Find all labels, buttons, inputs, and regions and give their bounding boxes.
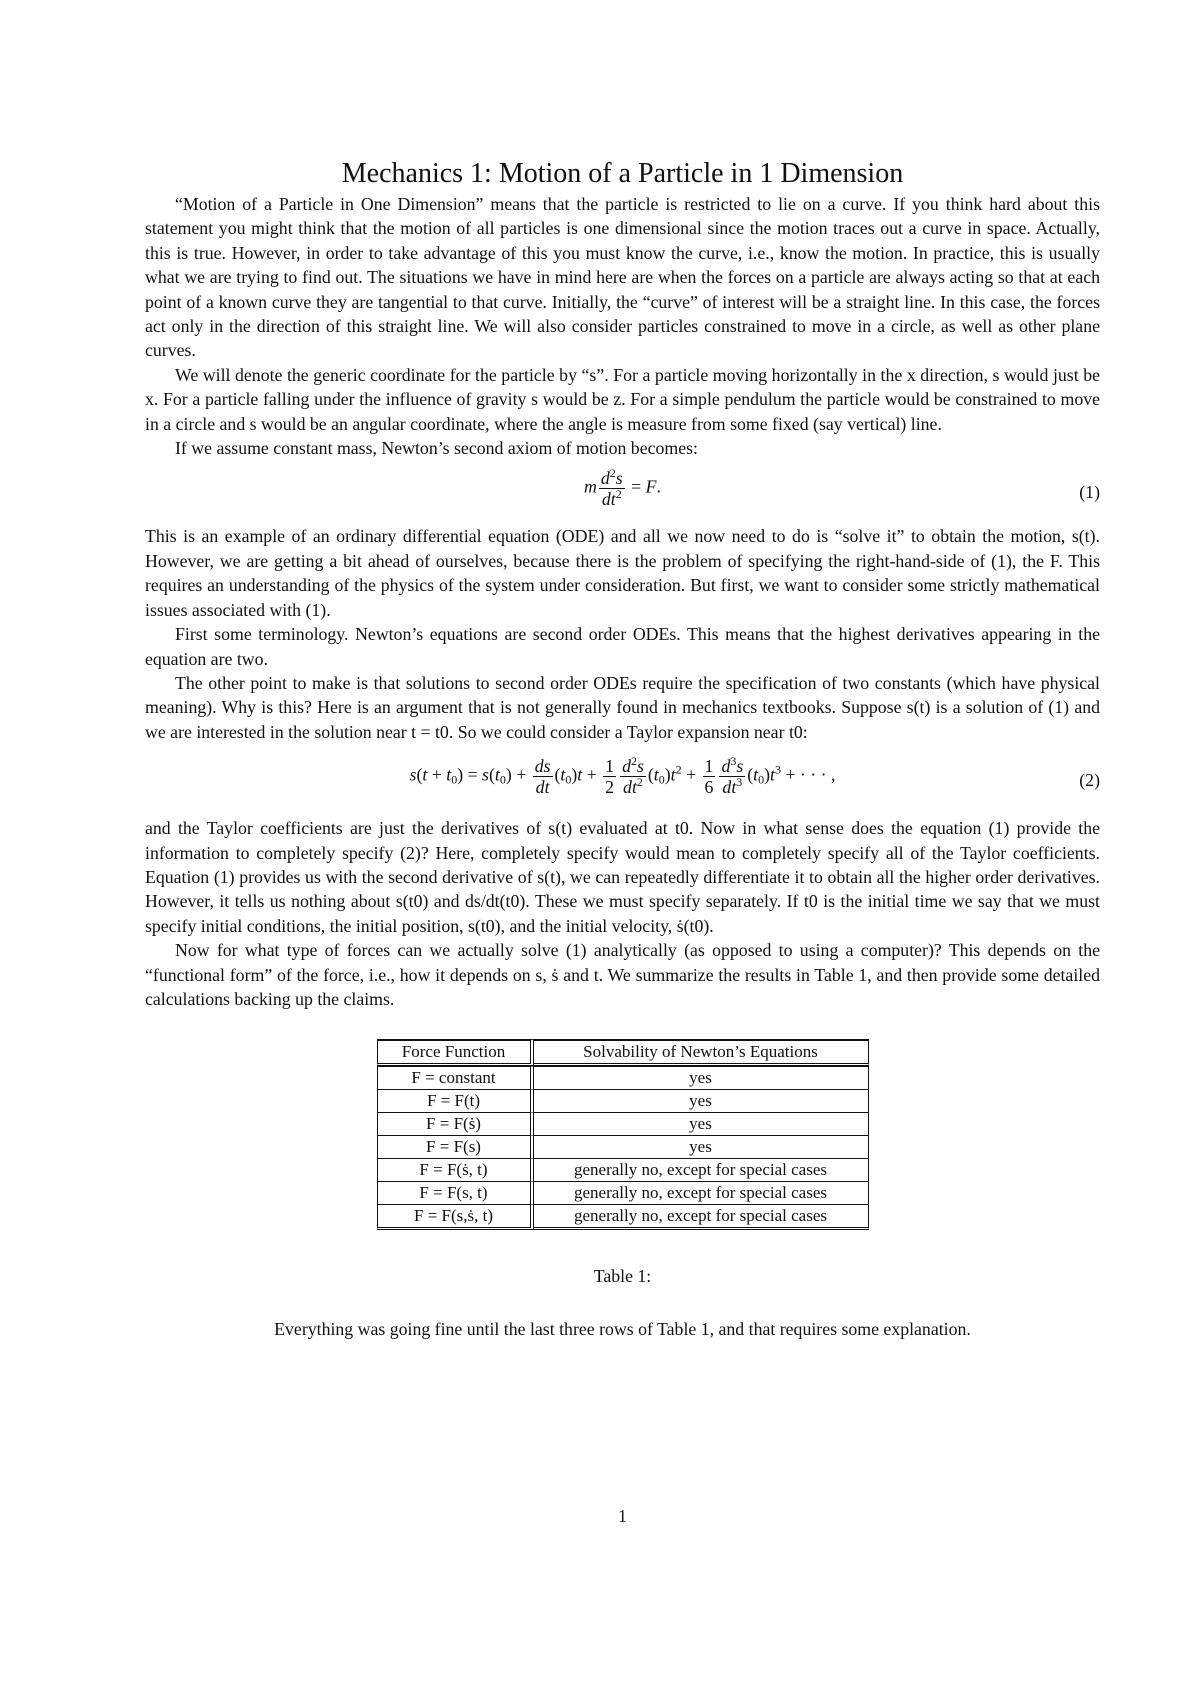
table-header-row bbox=[377, 1039, 869, 1066]
page-number: 1 bbox=[618, 1506, 627, 1526]
table-cell-force: F = F(s,ṡ, t) bbox=[377, 1204, 534, 1230]
table-row bbox=[377, 1204, 869, 1230]
paragraph-ode: This is an example of an ordinary differential equation (ODE) and all we now need to do is “solve it” to obtain the motion, s(t). However, we are getting a bit ahead of ourselves, because there is the problem of specifying the right-hand-side of (1), the F. This requires an understanding of the physics of the system under consideration. But first, we want to consider some strictly mathematical issues associated with (1). bbox=[145, 526, 1100, 620]
document-body bbox=[145, 192, 1100, 1341]
table-row bbox=[377, 1158, 869, 1181]
force-table bbox=[377, 1039, 869, 1230]
table-cell-solvability: generally no, except for special cases bbox=[534, 1181, 869, 1204]
paragraph-forces: Now for what type of forces can we actually solve (1) analytically (as opposed to using a computer)? This depends on the “functional form” of the force, i.e., how it depends on s, ṡ and t. We summarize the results in Table 1, and then provide some detailed calculations backing up the claims. bbox=[145, 940, 1100, 1009]
table-cell-force: F = F(t) bbox=[377, 1089, 534, 1112]
table-cell-solvability: generally no, except for special cases bbox=[534, 1204, 869, 1230]
table-cell-force: F = F(s) bbox=[377, 1135, 534, 1158]
table-header-solvability: Solvability of Newton’s Equations bbox=[534, 1039, 869, 1066]
equation-2-number: (2) bbox=[1079, 770, 1100, 791]
table-row bbox=[377, 1066, 869, 1089]
table-cell-force: F = F(s, t) bbox=[377, 1181, 534, 1204]
table-cell-solvability: yes bbox=[534, 1112, 869, 1135]
equation-2: $s(t + t_0) = s(t_0)$ + $\frac{ds}{dt}$ $(t_0)t$ + $\frac{1}{2}$ $\frac{d^2s}{dt^2}$ $(t_0)t^2$ + $\frac{1}{6}$ $\frac{d^3s}{dt^3}$ $(t_0)t^3$ + · · · , (2) bbox=[409, 754, 1100, 798]
table-cell-solvability: yes bbox=[534, 1089, 869, 1112]
table-cell-force: F = F(ṡ, t) bbox=[377, 1158, 534, 1181]
page-title: Mechanics 1: Motion of a Particle in 1 Dimension bbox=[341, 157, 904, 189]
table-cell-force: F = constant bbox=[377, 1066, 534, 1089]
table-cell-solvability: generally no, except for special cases bbox=[534, 1158, 869, 1181]
equation-1: m $\frac{d^2s}{dt^2}$ = F. (1) bbox=[584, 466, 1100, 510]
table-cell-solvability: yes bbox=[534, 1135, 869, 1158]
equation-1-number: (1) bbox=[1079, 482, 1100, 503]
table-caption: Table 1: bbox=[593, 1266, 652, 1287]
paragraph-newton-axiom: If we assume constant mass, Newton’s second axiom of motion becomes: bbox=[175, 438, 698, 459]
table-row bbox=[377, 1135, 869, 1158]
table-cell-solvability: yes bbox=[534, 1066, 869, 1089]
table-header-force: Force Function bbox=[377, 1039, 534, 1066]
paragraph-coordinate: We will denote the generic coordinate for the particle by “s”. For a particle moving horizontally in the x direction, s would just be x. For a particle falling under the influence of gravity s would be z. For a simple pendulum the particle would be constrained to move in a circle and s would be an angular coordinate, where the angle is measure from some fixed (say vertical) line. bbox=[145, 364, 1100, 434]
paragraph-terminology: First some terminology. Newton’s equations are second order ODEs. This means that the highest derivatives appearing in the equation are two. bbox=[145, 624, 1100, 669]
paragraph-taylor: and the Taylor coefficients are just the derivatives of s(t) evaluated at t0. Now in what sense does the equation (1) provide the information to completely specify (2)? Here, completely specify would mean to completely specify all of the Taylor coefficients. Equation (1) provides us with the second derivative of s(t), we can repeatedly differentiate it to obtain all the higher order derivatives. However, it tells us nothing about s(t0) and ds/dt(t0). These we must specify separately. If t0 is the initial time we say that we must specify initial conditions, the initial position, s(t0), and the initial velocity, ṡ(t0). bbox=[145, 818, 1100, 936]
table-row bbox=[377, 1112, 869, 1135]
table-cell-force: F = F(ṡ) bbox=[377, 1112, 534, 1135]
paragraph-constants: The other point to make is that solutions to second order ODEs require the specification of two constants (which have physical meaning). Why is this? Here is an argument that is not generally found in mechanics textbooks. Suppose s(t) is a solution of (1) and we are interested in the solution near t = t0. So we could consider a Taylor expansion near t0: bbox=[145, 672, 1100, 742]
table-row bbox=[377, 1089, 869, 1112]
table-row bbox=[377, 1181, 869, 1204]
paragraph-closing: Everything was going fine until the last three rows of Table 1, and that requires some explanation. bbox=[274, 1318, 971, 1339]
paragraph-intro: “Motion of a Particle in One Dimension” means that the particle is restricted to lie on a curve. If you think hard about this statement you might think that the motion of all particles is one dimensional since the motion traces out a curve in space. Actually, this is true. However, in order to take advantage of this you must know the curve, i.e., know the motion. In practice, this is usually what we are trying to find out. The situations we have in mind here are when the forces on a particle are always acting so that at each point of a known curve they are tangential to that curve. Initially, the “curve” of interest will be a straight line. In this case, the forces act only in the direction of this straight line. We will also consider particles constrained to move in a circle, as well as other plane curves. bbox=[145, 194, 1100, 361]
force-table-wrapper bbox=[145, 1039, 1100, 1230]
